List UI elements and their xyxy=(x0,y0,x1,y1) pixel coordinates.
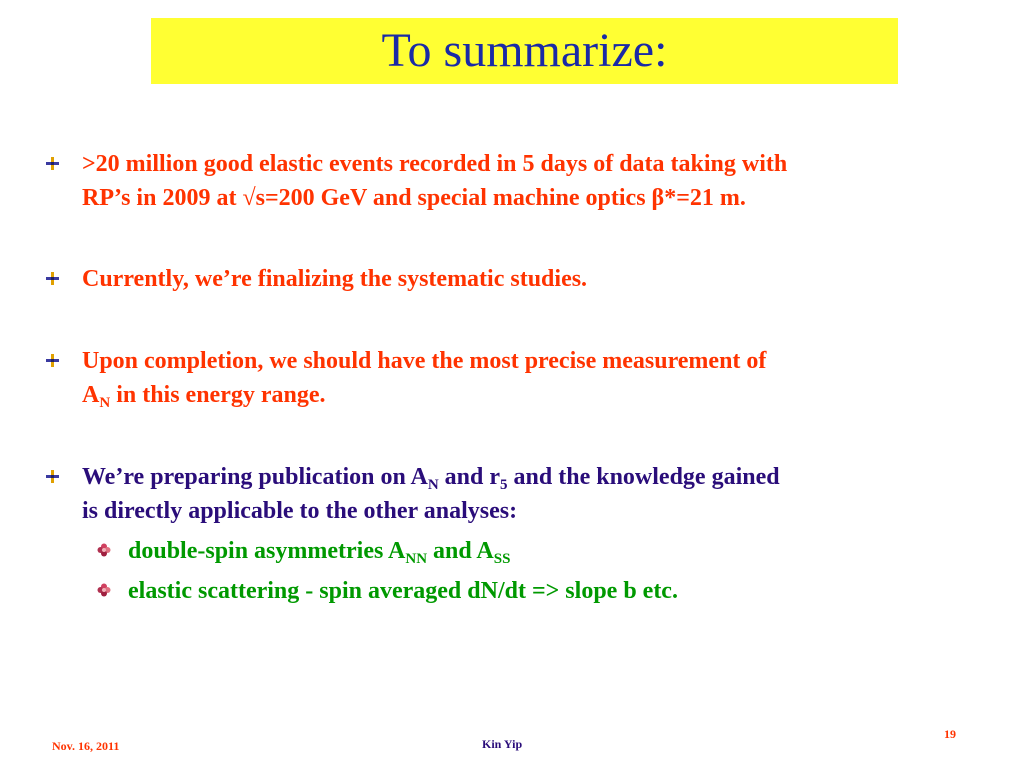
footer-date: Nov. 16, 2011 xyxy=(52,739,120,753)
bullet-line: Upon completion, we should have the most precise measurement of xyxy=(82,348,767,374)
bullet-line: RP’s in 2009 at √s=200 GeV and special machine optics β*=21 m. xyxy=(82,185,746,211)
bullet-text: Currently, we’re finalizing the systematic studies. xyxy=(82,266,588,292)
bullet-line: >20 million good elastic events recorded in 5 days of data taking with xyxy=(82,151,788,177)
title-banner xyxy=(151,18,898,84)
bullet-line: We’re preparing publication on $A_N$ and $r_5$ and the knowledge gained xyxy=(82,464,780,493)
subbullet-text: elastic scattering - spin averaged dN/dt => slope b etc. xyxy=(128,578,678,604)
bullet-text xyxy=(82,147,996,215)
bullet-marker-icon xyxy=(46,354,59,367)
bullet-marker-icon xyxy=(46,272,59,285)
bullet-marker-icon xyxy=(46,470,59,483)
bullet-line: $A_N$ in this energy range. xyxy=(82,382,326,411)
slide-title: To summarize: xyxy=(381,24,668,77)
bullet-text xyxy=(82,460,996,528)
page-number: 19 xyxy=(944,727,956,741)
sqrt-symbol: √ xyxy=(242,185,256,211)
bullet-line: is directly applicable to the other analyses: xyxy=(82,498,518,524)
footer-author: Kin Yip xyxy=(482,737,523,751)
bullet-text xyxy=(82,344,996,412)
subbullet-text: double-spin asymmetries $A_{NN}$ and $A_{SS}$ xyxy=(128,538,511,567)
beta-symbol: β xyxy=(651,185,665,211)
flower-bullet-icon xyxy=(97,543,111,557)
bullet-marker-icon xyxy=(46,157,59,170)
flower-bullet-icon xyxy=(97,583,111,597)
